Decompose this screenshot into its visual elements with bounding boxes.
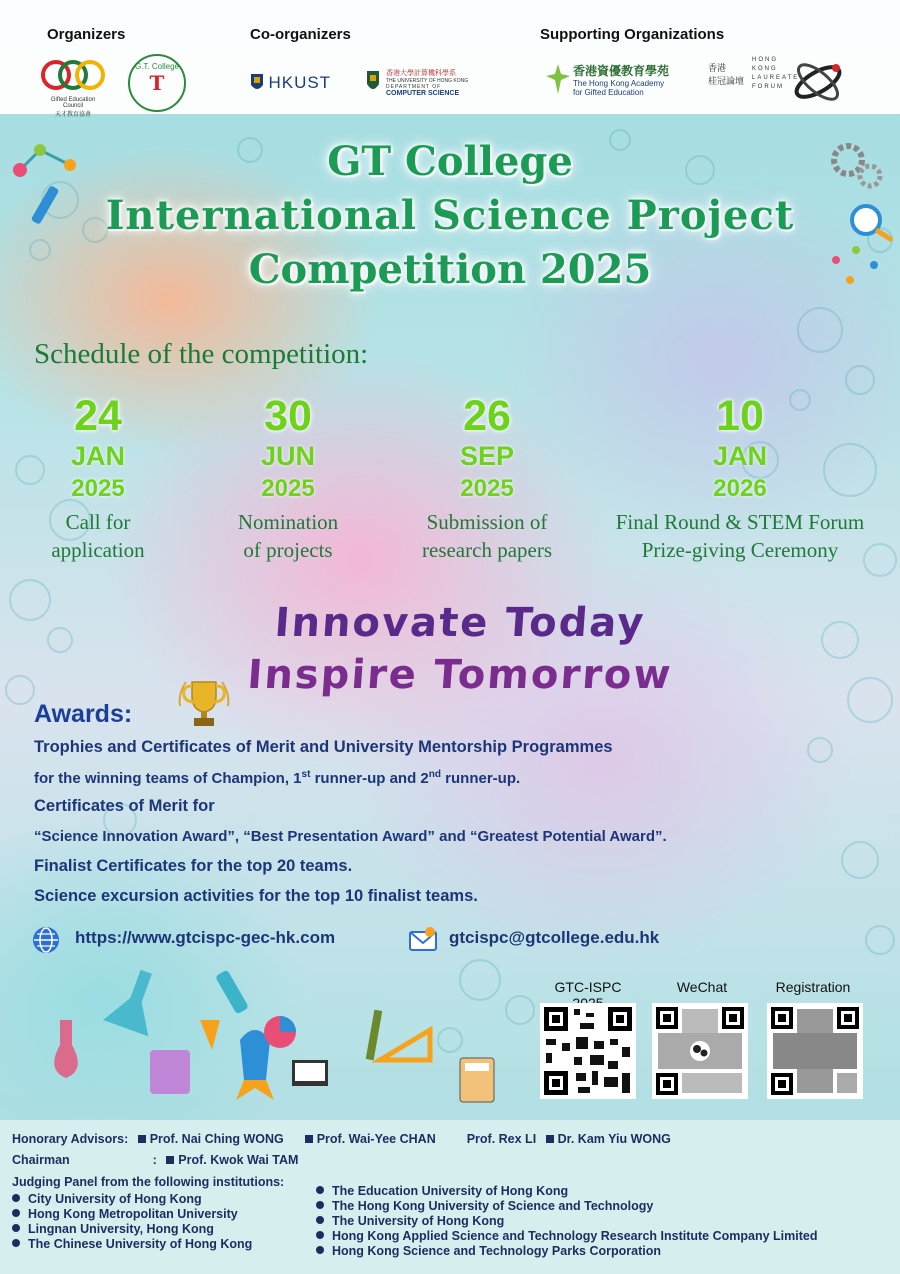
institution-item <box>12 1192 202 1206</box>
schedule-item-4 <box>588 392 892 562</box>
awards-line2-sup1: st <box>301 769 311 780</box>
sponsor-header <box>0 0 900 118</box>
awards-heading: Awards: <box>34 700 133 728</box>
date-month: JUN <box>260 441 315 471</box>
date-month: JAN <box>712 441 767 471</box>
institution-item <box>316 1229 817 1243</box>
schedule-item-3 <box>402 392 572 562</box>
qr-gtc-ispc-icon <box>540 1003 636 1099</box>
schedule-item-1 <box>38 392 158 562</box>
hku-line1: 香港大學計算機科學系 <box>386 70 456 77</box>
qr-code-gtc-ispc[interactable] <box>540 1003 636 1099</box>
date-day: 10 <box>716 392 764 440</box>
awards-line2-c: runner-up. <box>440 770 521 787</box>
awards-line2-b: runner-up and 2 <box>310 770 429 787</box>
qr-code-registration[interactable] <box>767 1003 863 1099</box>
institution-item <box>316 1244 661 1258</box>
advisor-name: Prof. Nai Ching WONG <box>149 1132 284 1146</box>
event-desc-line1: Submission of <box>426 510 548 534</box>
institution-item <box>12 1207 238 1221</box>
gt-college-logo <box>128 54 186 112</box>
event-desc-line1: Nomination <box>237 510 339 534</box>
advisor-name: Dr. Kam Yiu WONG <box>557 1132 671 1146</box>
hku-crest-icon <box>366 70 380 94</box>
title-line2: International Science Project <box>105 192 795 239</box>
awards-line5: Finalist Certificates for the top 20 teams. <box>34 857 353 875</box>
hkage-logo <box>545 62 685 97</box>
institution-name: The Chinese University of Hong Kong <box>28 1237 253 1251</box>
advisors-row <box>12 1132 671 1146</box>
date-month: SEP <box>459 441 515 471</box>
laureate-orbit-icon <box>790 56 846 106</box>
awards-line4: “Science Innovation Award”, “Best Presentation Award” and “Greatest Potential Award”. <box>34 828 667 845</box>
hkage-en1: The Hong Kong Academy <box>573 79 665 88</box>
gec-logo <box>40 58 106 118</box>
laureate-zh2: 桂冠論壇 <box>708 76 745 86</box>
hkage-star-icon <box>545 62 571 96</box>
laureate-en-2: LAUREATE <box>752 75 800 81</box>
institution-item <box>316 1184 568 1198</box>
laureate-en-0: HONG <box>752 57 778 63</box>
event-desc-line1: Final Round & STEM Forum <box>615 510 865 534</box>
supporting-label: Supporting Organizations <box>540 26 725 43</box>
hkust-text: HKUST <box>268 73 332 92</box>
institution-name: Lingnan University, Hong Kong <box>28 1222 214 1236</box>
title-line1: GT College <box>327 138 573 185</box>
date-day: 30 <box>264 392 312 440</box>
schedule-item-2 <box>213 392 363 562</box>
date-day: 24 <box>74 392 122 440</box>
chairman-label: Chairman <box>12 1153 70 1167</box>
date-month: JAN <box>70 441 125 471</box>
institution-name: The University of Hong Kong <box>332 1214 505 1228</box>
institution-item <box>12 1222 214 1236</box>
institution-item <box>316 1199 653 1213</box>
awards-line1: Trophies and Certificates of Merit and University Mentorship Programmes <box>34 738 613 756</box>
institution-name: Hong Kong Science and Technology Parks Corporation <box>332 1244 661 1258</box>
awards-line2-a: for the winning teams of Champion, 1 <box>34 770 302 787</box>
judging-panel-label: Judging Panel from the following institutions: <box>12 1175 285 1189</box>
qr-label-wechat: WeChat <box>676 979 728 995</box>
advisors-label: Honorary Advisors: <box>12 1132 129 1146</box>
institution-name: Hong Kong Metropolitan University <box>28 1207 238 1221</box>
event-desc-line2: application <box>51 538 145 562</box>
gec-caption: Gifted Education Council <box>50 97 96 109</box>
institution-item <box>316 1214 504 1228</box>
chairman-name: Prof. Kwok Wai TAM <box>178 1153 299 1167</box>
institution-name: City University of Hong Kong <box>28 1192 202 1206</box>
gtc-logo-text: G.T. College <box>134 62 180 71</box>
website-link[interactable]: https://www.gtcispc-gec-hk.com <box>75 928 336 947</box>
event-desc-line2: of projects <box>243 538 333 562</box>
email-icon <box>408 926 438 952</box>
footer-panel <box>0 1120 900 1274</box>
gtc-logo-glyph: T <box>149 71 165 95</box>
institution-name: Hong Kong Applied Science and Technology Research Institute Company Limited <box>332 1229 818 1243</box>
hkage-zh: 香港資優教育學苑 <box>573 64 670 78</box>
awards-line2 <box>34 769 520 787</box>
chairman-colon: : <box>152 1153 157 1167</box>
trophy-icon <box>176 676 232 730</box>
event-desc-line1: Call for <box>65 510 131 534</box>
hku-cs-logo <box>366 68 478 97</box>
hku-line3: DEPARTMENT OF <box>386 84 442 90</box>
schedule-heading: Schedule of the competition: <box>34 338 369 370</box>
hkust-crest-icon <box>250 73 264 93</box>
qr-label-gtc-ispc: GTC-ISPC <box>554 979 622 995</box>
awards-line6: Science excursion activities for the top 10 finalist teams. <box>34 887 478 905</box>
laureate-en-1: KONG <box>752 66 778 72</box>
chairman-row <box>12 1153 298 1167</box>
hkust-logo <box>250 73 331 93</box>
date-year: 2025 <box>460 475 514 502</box>
institution-name: The Hong Kong University of Science and Technology <box>332 1199 654 1213</box>
institution-name: The Education University of Hong Kong <box>332 1184 569 1198</box>
hkage-en2: for Gifted Education <box>573 88 644 97</box>
coorganizers-label: Co-organizers <box>250 26 351 43</box>
qr-code-wechat[interactable] <box>652 1003 748 1099</box>
laureate-en-3: FORUM <box>752 84 784 90</box>
date-day: 26 <box>463 392 511 440</box>
science-illustrations <box>30 960 520 1110</box>
gec-caption-zh: 天才教育協會 <box>54 112 91 118</box>
slogan-line1: Innovate Today <box>273 600 647 646</box>
hku-line4: COMPUTER SCIENCE <box>386 90 460 97</box>
gec-logo-icon <box>40 58 106 92</box>
qr-label-registration: Registration <box>775 979 851 995</box>
event-desc-line2: Prize-giving Ceremony <box>641 538 839 562</box>
event-desc-line2: research papers <box>422 538 552 562</box>
awards-line3: Certificates of Merit for <box>34 797 215 815</box>
qr-wechat-icon <box>652 1003 748 1099</box>
organizers-label: Organizers <box>47 26 126 43</box>
email-link[interactable]: gtcispc@gtcollege.edu.hk <box>449 928 660 947</box>
institution-item <box>12 1237 252 1251</box>
title-line3: Competition 2025 <box>248 246 652 293</box>
laureate-zh1: 香港 <box>708 63 727 73</box>
date-year: 2025 <box>261 475 315 502</box>
date-year: 2026 <box>713 475 767 502</box>
advisor-name: Prof. Rex LI <box>466 1132 537 1146</box>
hku-line2: THE UNIVERSITY OF HONG KONG <box>386 78 469 84</box>
advisor-name: Prof. Wai-Yee CHAN <box>316 1132 436 1146</box>
date-year: 2025 <box>71 475 125 502</box>
globe-icon <box>32 926 60 954</box>
qr-registration-icon <box>767 1003 863 1099</box>
slogan-line2: Inspire Tomorrow <box>245 652 674 698</box>
awards-line2-sup2: nd <box>428 769 441 780</box>
